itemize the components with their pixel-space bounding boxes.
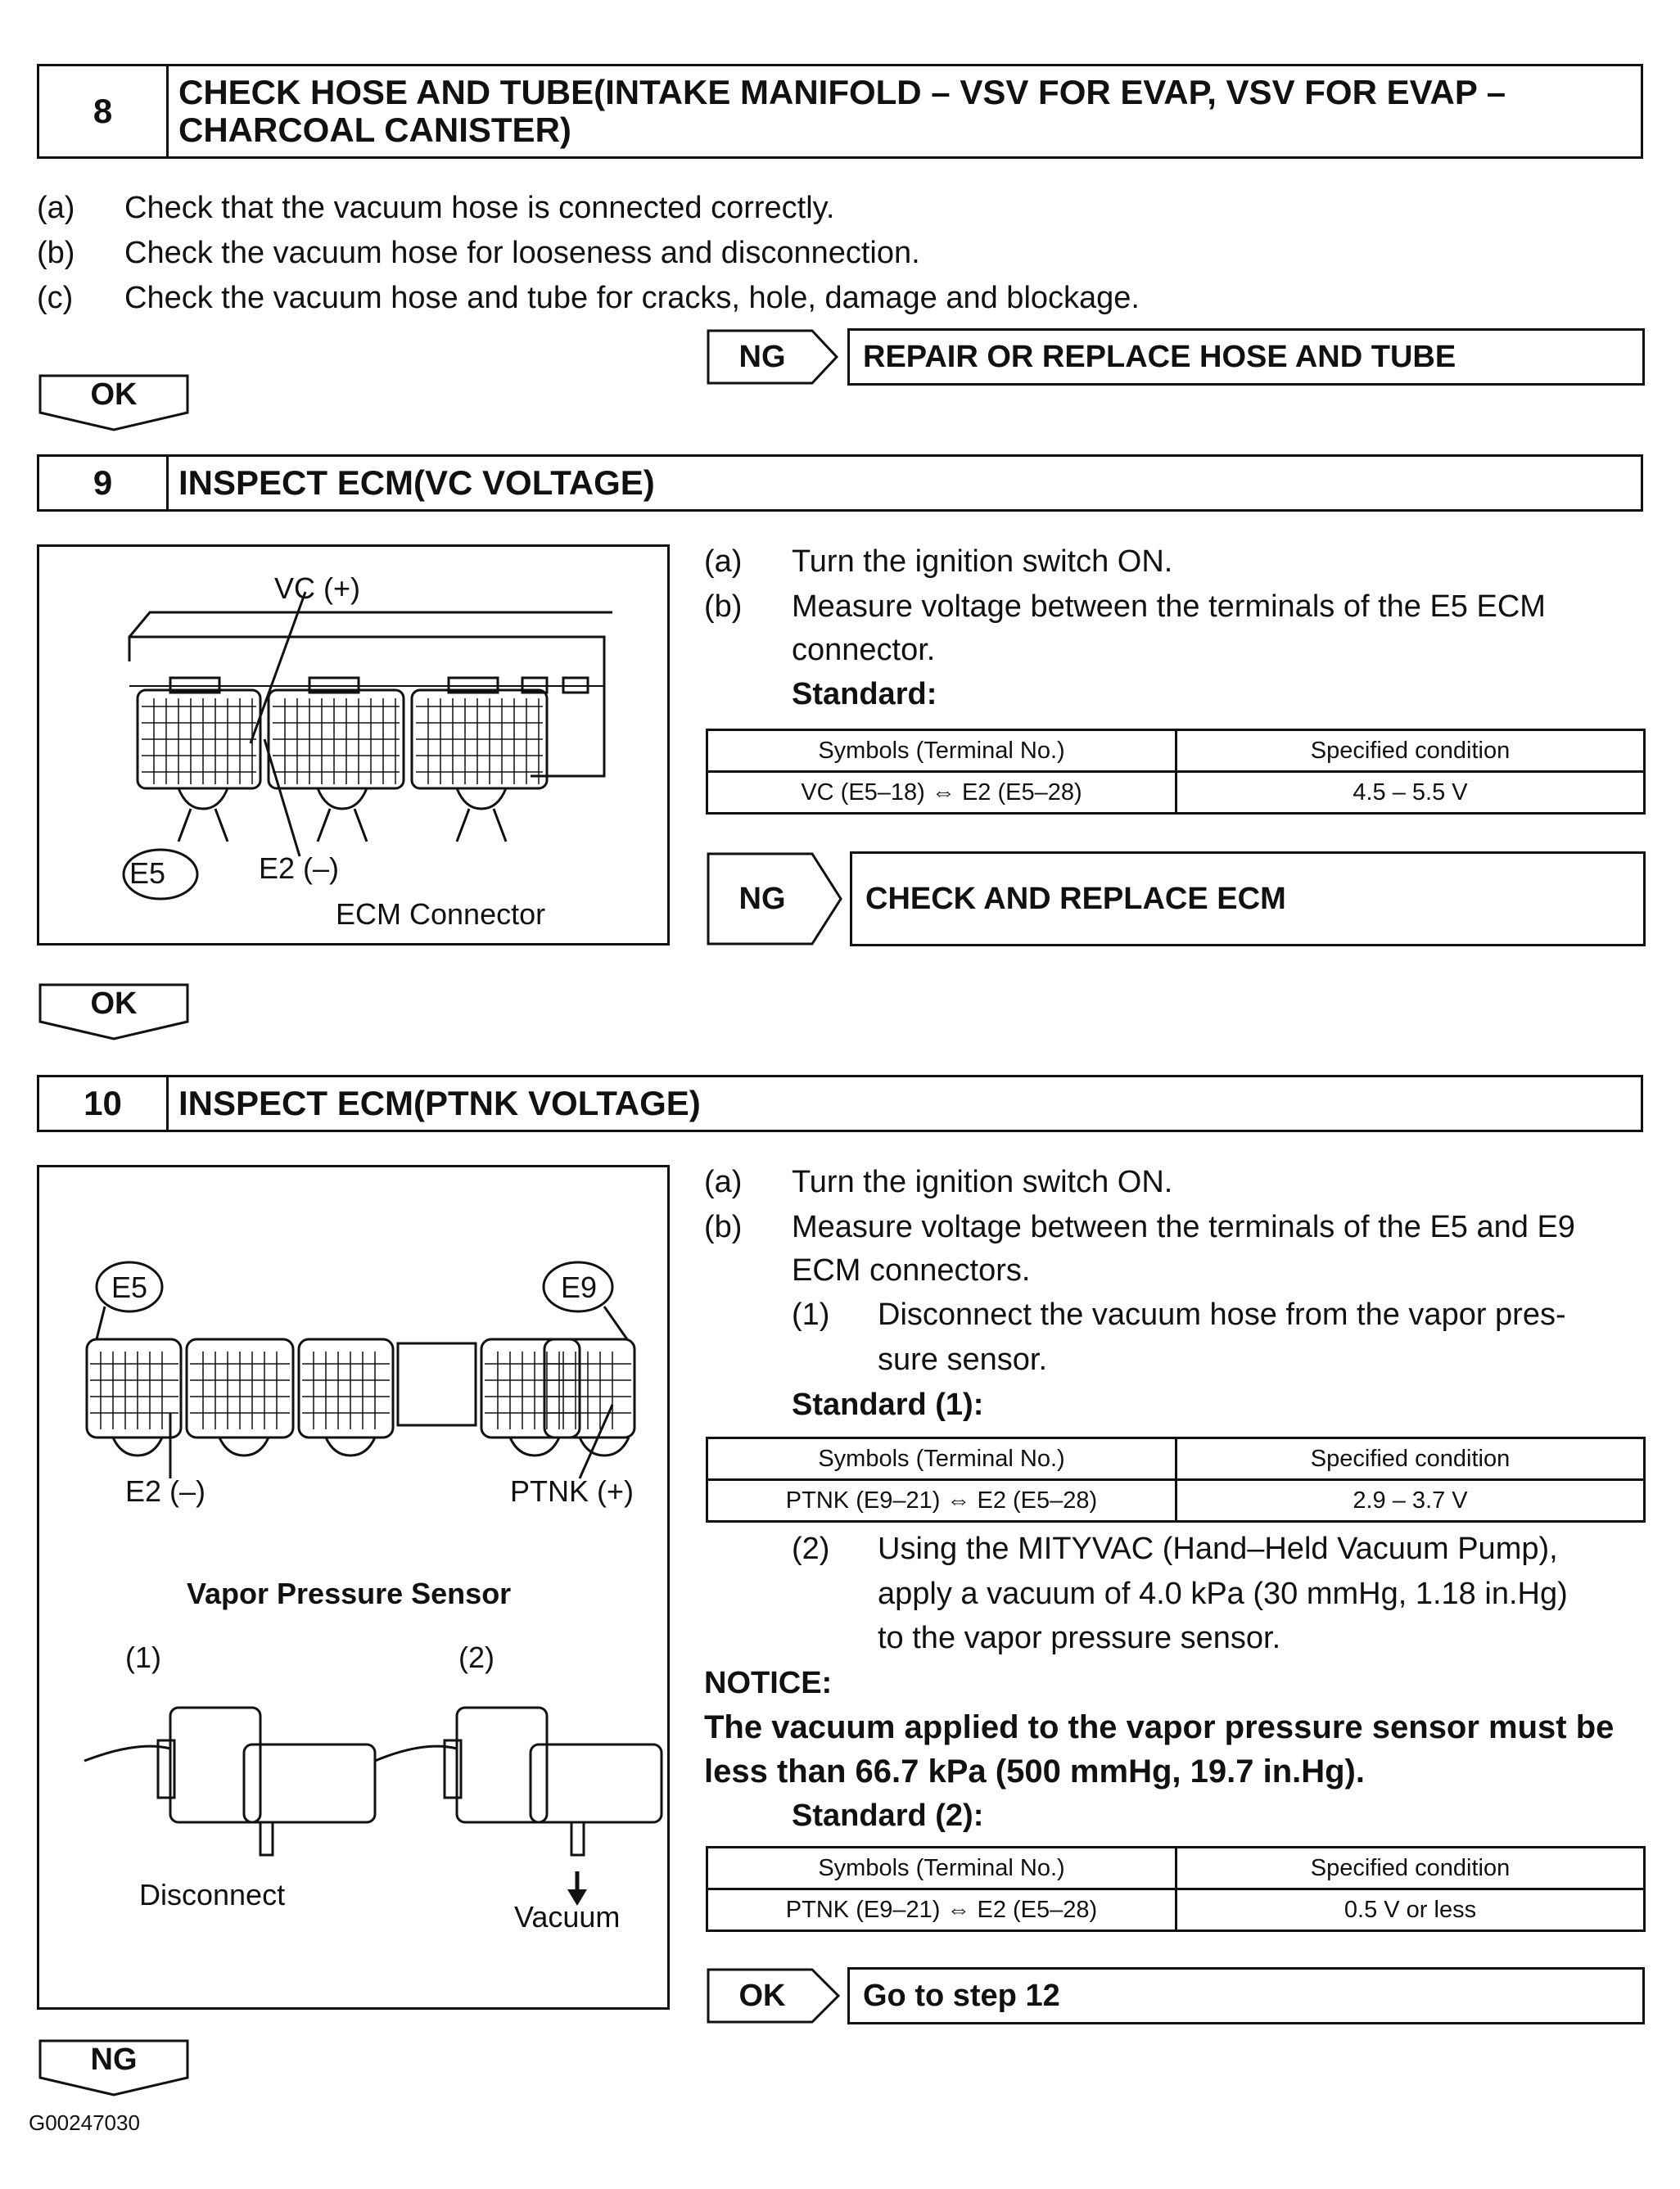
step8-title-line2: CHARCOAL CANISTER) bbox=[178, 111, 571, 149]
step8-title bbox=[178, 66, 1633, 156]
table-header: Symbols (Terminal No.) bbox=[707, 1848, 1176, 1889]
step10-item-b-cont: ECM connectors. bbox=[792, 1253, 1031, 1288]
table-header: Specified condition bbox=[1176, 1848, 1645, 1889]
notice-label: NOTICE: bbox=[704, 1666, 833, 1700]
step10-sub2-line2: apply a vacuum of 4.0 kPa (30 mmHg, 1.18 in.Hg) bbox=[878, 1577, 1568, 1611]
step9-spec-table bbox=[706, 729, 1646, 815]
notice-line2: less than 66.7 kPa (500 mmHg, 19.7 in.Hg). bbox=[704, 1753, 1365, 1790]
step10-sub1-cont: sure sensor. bbox=[878, 1343, 1047, 1377]
notice-line1: The vacuum applied to the vapor pressure sensor must be bbox=[704, 1709, 1615, 1745]
e5-connector-label: E5 bbox=[129, 856, 166, 890]
step10-header bbox=[37, 1075, 1643, 1132]
step10-sub2-line3: to the vapor pressure sensor. bbox=[878, 1621, 1281, 1655]
vapor-pressure-sensor-title: Vapor Pressure Sensor bbox=[187, 1577, 512, 1610]
step8-title-line1: CHECK HOSE AND TUBE(INTAKE MANIFOLD – VSV FOR EVAP, VSV FOR EVAP – bbox=[178, 73, 1506, 111]
step8-header bbox=[37, 64, 1643, 159]
step9-figure bbox=[37, 544, 670, 946]
step10-standard1-label: Standard (1): bbox=[792, 1388, 984, 1422]
table-header: Symbols (Terminal No.) bbox=[707, 1438, 1176, 1480]
table-cell: PTNK (E9–21) ⇔ E2 (E5–28) bbox=[707, 1889, 1176, 1931]
step8-number: 8 bbox=[39, 66, 169, 156]
step9-number: 9 bbox=[39, 457, 169, 509]
table-cell: VC (E5–18) ⇔ E2 (E5–28) bbox=[707, 772, 1176, 814]
step9-header bbox=[37, 454, 1643, 512]
e2-minus-label: E2 (–) bbox=[259, 851, 340, 885]
step8-ok-tag[interactable]: OK bbox=[90, 377, 138, 412]
step9-standard-label: Standard: bbox=[792, 677, 937, 711]
disconnect-label: Disconnect bbox=[139, 1878, 286, 1911]
e5-connector-label: E5 bbox=[111, 1271, 148, 1304]
step10-standard2-label: Standard (2): bbox=[792, 1799, 984, 1833]
table-cell: PTNK (E9–21) ⇔ E2 (E5–28) bbox=[707, 1480, 1176, 1522]
step10-ok-result: Go to step 12 bbox=[847, 1967, 1645, 2024]
e9-connector-label: E9 bbox=[561, 1271, 598, 1304]
table-header: Specified condition bbox=[1176, 1438, 1645, 1480]
table-cell: 4.5 – 5.5 V bbox=[1176, 772, 1645, 814]
table-cell: 2.9 – 3.7 V bbox=[1176, 1480, 1645, 1522]
step10-figure bbox=[37, 1165, 670, 2010]
footer-code: G00247030 bbox=[29, 2110, 140, 2135]
table-cell: 0.5 V or less bbox=[1176, 1889, 1645, 1931]
ptnk-plus-label: PTNK (+) bbox=[510, 1474, 635, 1508]
vacuum-label: Vacuum bbox=[514, 1900, 621, 1934]
step9-title: INSPECT ECM(VC VOLTAGE) bbox=[178, 463, 655, 502]
table-header: Specified condition bbox=[1176, 730, 1645, 772]
sensor-label-2: (2) bbox=[458, 1641, 495, 1674]
step10-ng-tag[interactable]: NG bbox=[90, 2042, 138, 2077]
step10-ok-tag[interactable]: OK bbox=[738, 1978, 786, 2013]
step9-item-b-cont: connector. bbox=[792, 633, 936, 667]
ecm-connector-caption: ECM Connector bbox=[336, 897, 546, 931]
step10-number: 10 bbox=[39, 1077, 169, 1130]
step9-ng-result: CHECK AND REPLACE ECM bbox=[850, 851, 1646, 946]
step10-spec-table-1 bbox=[706, 1437, 1646, 1523]
step9-ok-tag[interactable]: OK bbox=[90, 986, 138, 1021]
step8-ng-tag[interactable]: NG bbox=[738, 339, 786, 374]
step9-ng-tag[interactable]: NG bbox=[738, 881, 786, 916]
table-header: Symbols (Terminal No.) bbox=[707, 730, 1176, 772]
vc-plus-label: VC (+) bbox=[274, 571, 361, 605]
sensor-label-1: (1) bbox=[125, 1641, 161, 1674]
step8-ng-result: REPAIR OR REPLACE HOSE AND TUBE bbox=[847, 328, 1645, 386]
e2-minus-label: E2 (–) bbox=[125, 1474, 206, 1508]
step10-spec-table-2 bbox=[706, 1846, 1646, 1932]
step10-title: INSPECT ECM(PTNK VOLTAGE) bbox=[178, 1084, 701, 1122]
